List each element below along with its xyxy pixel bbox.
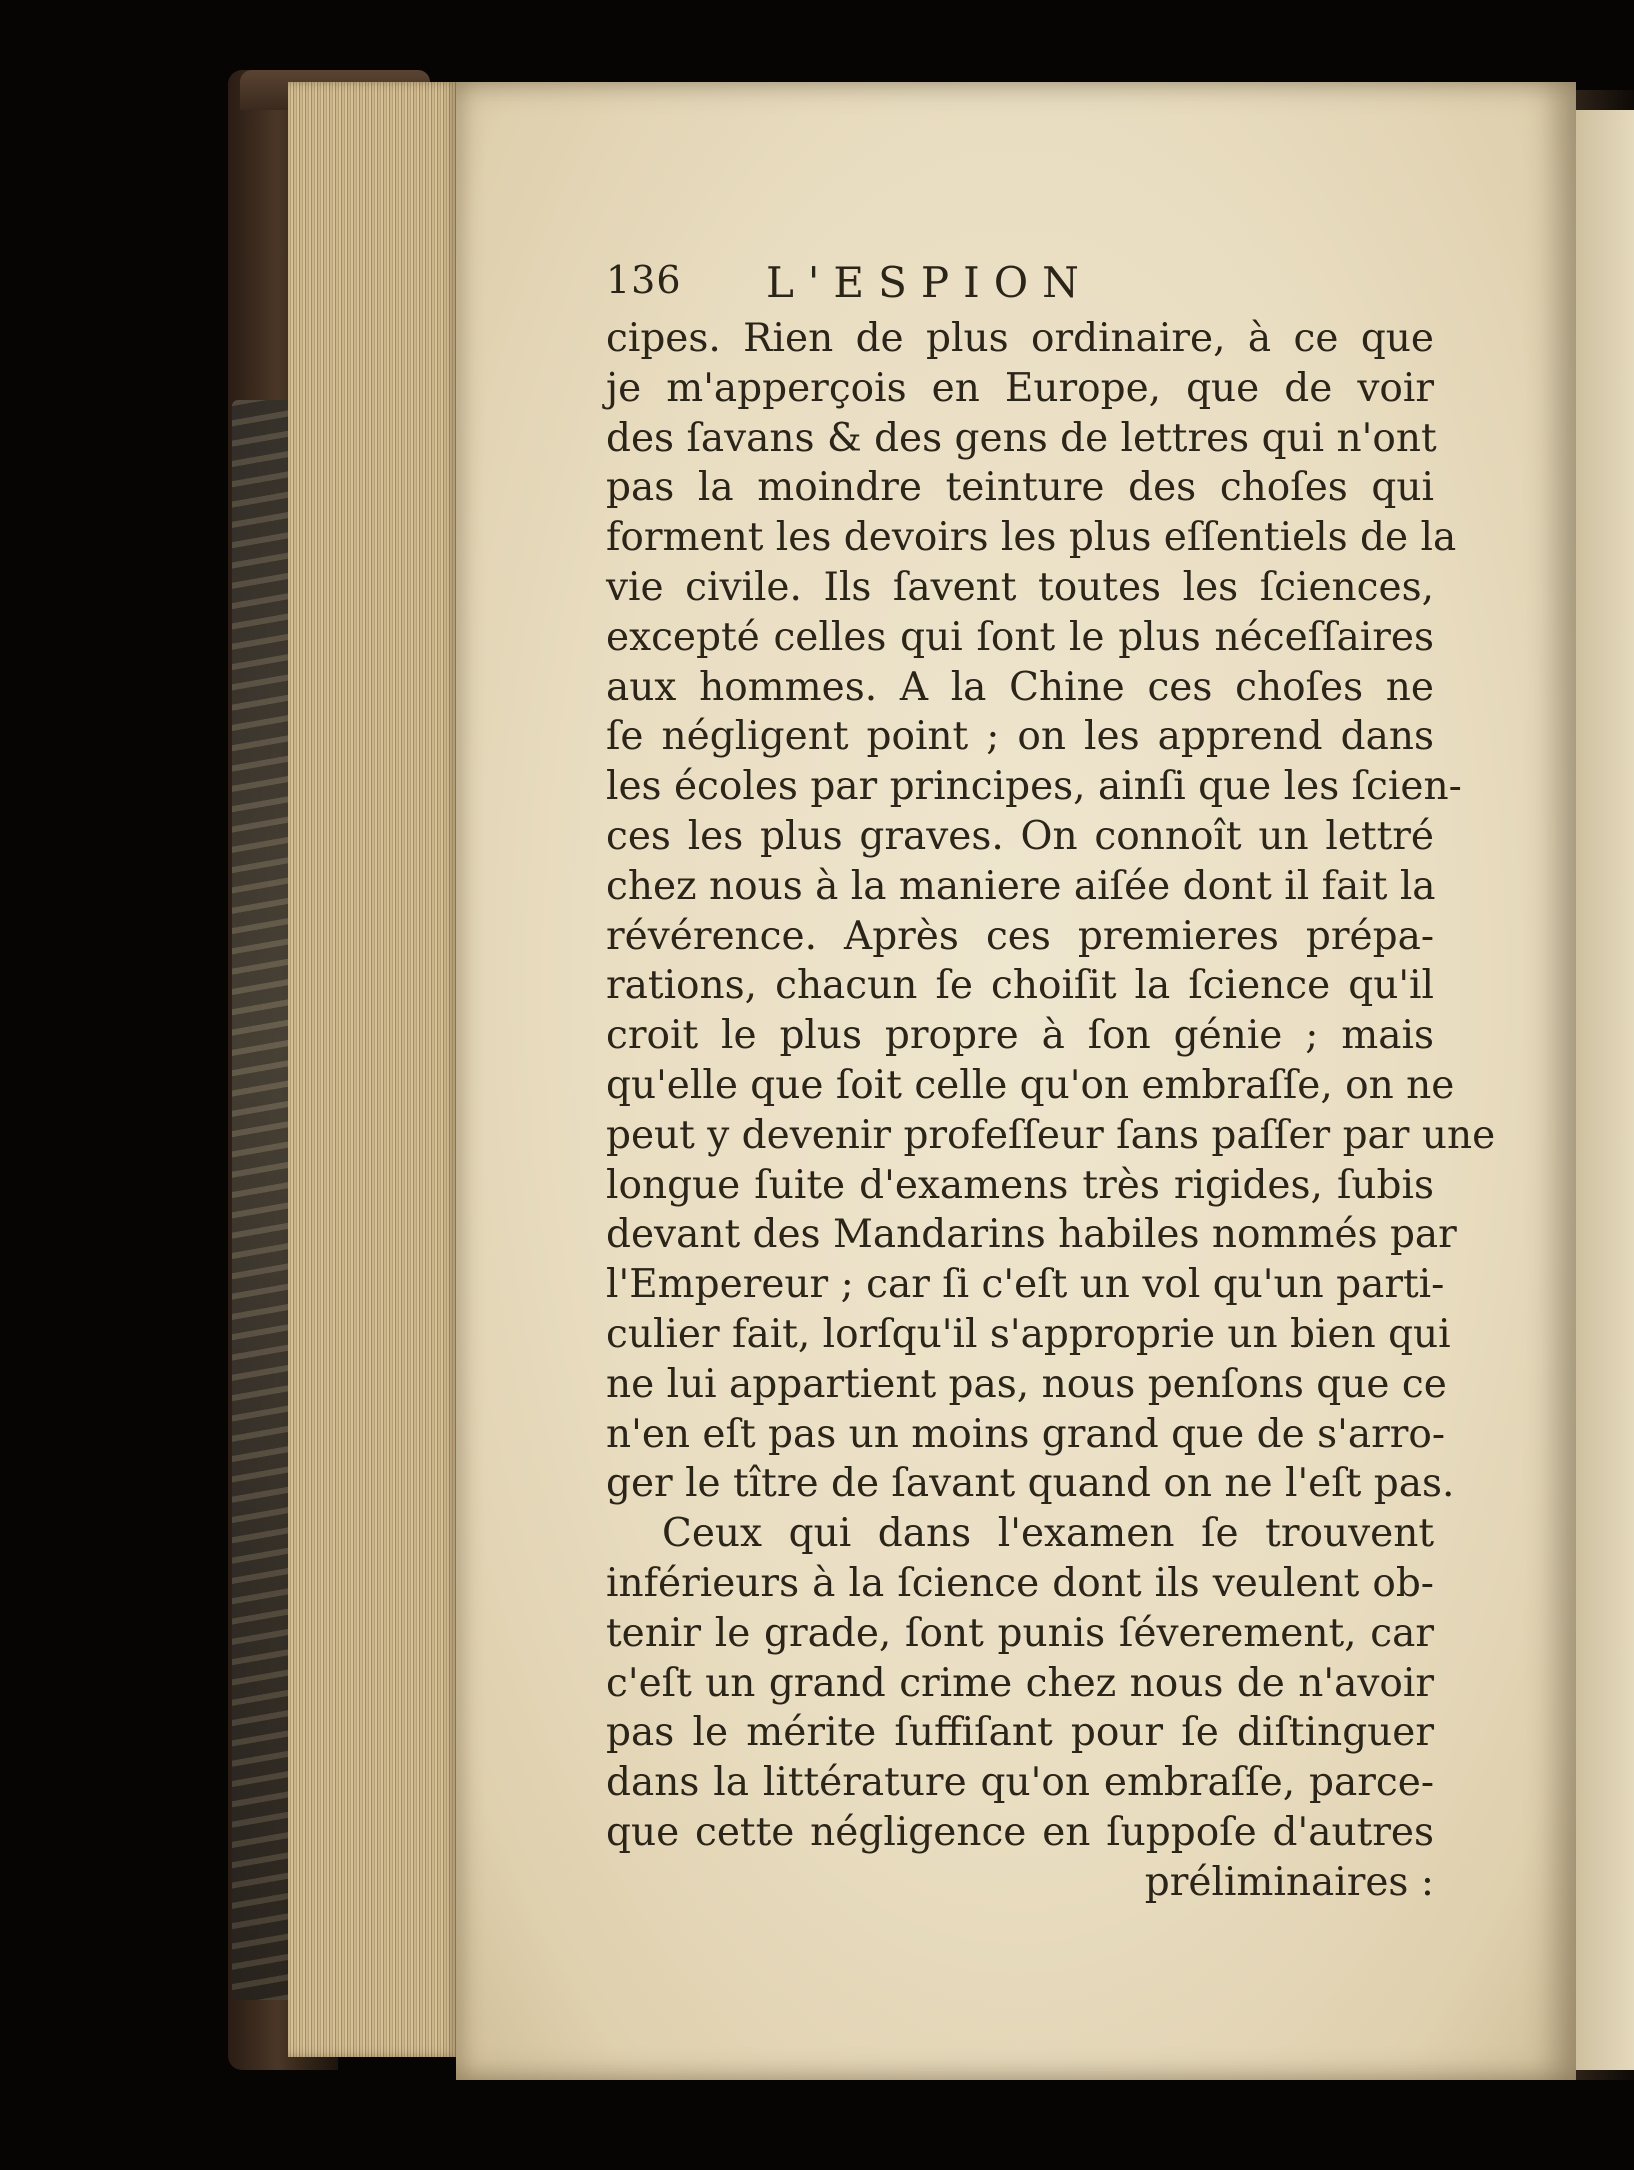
text-line: ne lui appartient pas, nous penſons que ce	[606, 1361, 1447, 1407]
text-line: peut y devenir profeſſeur ſans paſſer par une	[606, 1112, 1496, 1158]
text-line: aux hommes. A la Chine ces choſes ne	[606, 664, 1434, 710]
text-line: les écoles par principes, ainſi que les ſcien-	[606, 764, 1462, 810]
marbled-board	[232, 400, 292, 2000]
text-line: ſe négligent point ; on les apprend dans	[606, 714, 1434, 760]
text-line: croit le plus propre à ſon génie ; mais	[606, 1013, 1434, 1059]
text-line: longue ſuite d'examens très rigides, ſubis	[606, 1162, 1434, 1208]
page-number: 136	[606, 258, 682, 302]
running-title: L'ESPION	[766, 258, 1093, 307]
text-line: cipes. Rien de plus ordinaire, à ce que	[606, 316, 1434, 361]
text-line: inférieurs à la ſcience dont ils veulent ob-	[606, 1560, 1434, 1606]
text-line: ces les plus graves. On connoît un lettré	[606, 813, 1434, 859]
catchword-line: préliminaires :	[1144, 1859, 1434, 1905]
text-line: que cette négligence en ſuppoſe d'autres	[606, 1809, 1434, 1855]
text-line: tenir le grade, ſont punis ſéverement, car	[606, 1610, 1434, 1656]
text-line: devant des Mandarins habiles nommés par	[606, 1212, 1457, 1258]
page-text-block	[606, 258, 1496, 1905]
text-line: pas le mérite ſuffiſant pour ſe diſtinguer	[606, 1710, 1434, 1756]
facing-page-edge	[1568, 110, 1634, 2070]
text-line: qu'elle que ſoit celle qu'on embraſſe, on ne	[606, 1062, 1455, 1108]
body-text	[606, 314, 1496, 1908]
paragraph-start-line: Ceux qui dans l'examen ſe trouvent	[662, 1511, 1434, 1557]
text-line: rations, chacun ſe choiſit la ſcience qu'il	[606, 963, 1434, 1009]
text-line: excepté celles qui ſont le plus néceſſaires	[606, 614, 1434, 660]
text-line: ger le tître de ſavant quand on ne l'eſt pas.	[606, 1461, 1455, 1507]
page-edges	[288, 82, 458, 2057]
text-line: c'eſt un grand crime chez nous de n'avoir	[606, 1660, 1434, 1706]
text-line: chez nous à la maniere aiſée dont il fait la	[606, 863, 1436, 909]
text-line: je m'apperçois en Europe, que de voir	[606, 365, 1434, 411]
text-line: des ſavans & des gens de lettres qui n'ont	[606, 415, 1437, 461]
text-line: forment les devoirs les plus eſſentiels de la	[606, 515, 1457, 561]
text-line: l'Empereur ; car ſi c'eſt un vol qu'un parti-	[606, 1262, 1445, 1308]
text-line: vie civile. Ils ſavent toutes les ſciences,	[606, 564, 1434, 610]
text-line: dans la littérature qu'on embraſſe, parce-	[606, 1760, 1434, 1806]
text-line: révérence. Après ces premieres prépa-	[606, 913, 1434, 959]
text-line: culier fait, lorſqu'il s'approprie un bien qui	[606, 1311, 1451, 1357]
text-line: n'en eſt pas un moins grand que de s'arro-	[606, 1411, 1446, 1457]
text-line: pas la moindre teinture des choſes qui	[606, 465, 1434, 511]
